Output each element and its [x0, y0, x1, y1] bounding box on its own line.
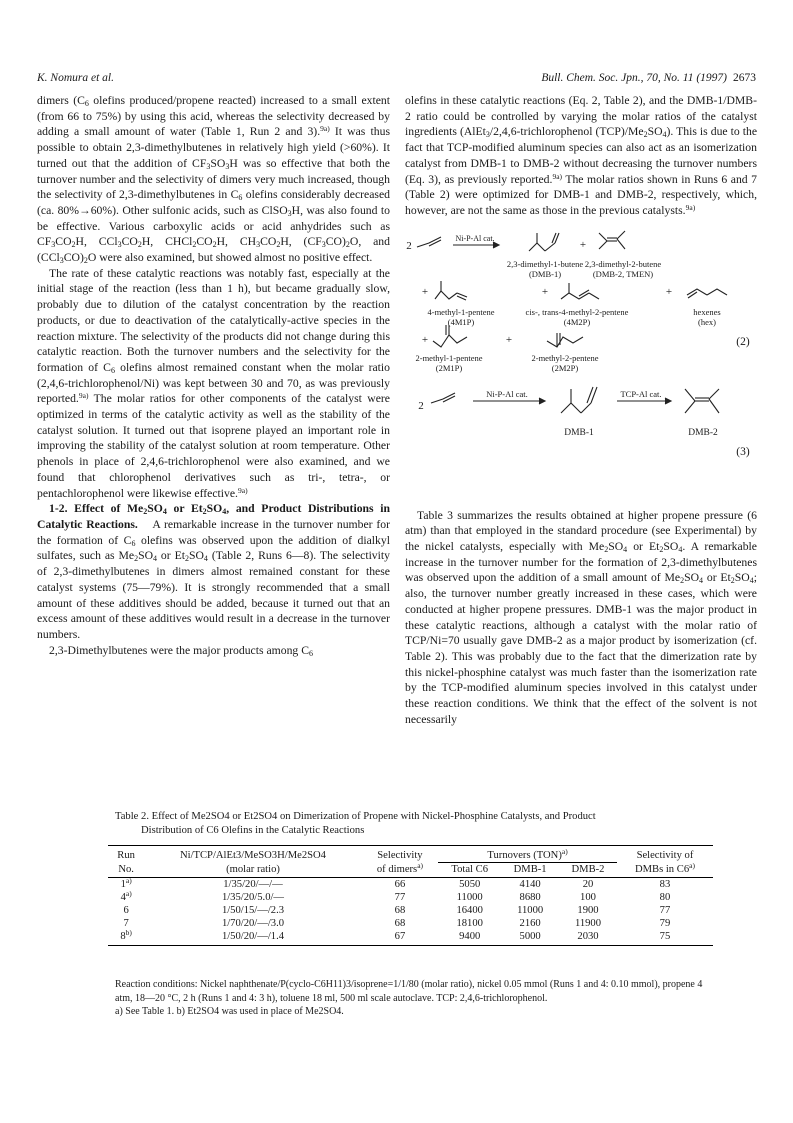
cell-seldmb: 80 — [659, 892, 671, 903]
cell-sel: 68 — [394, 918, 406, 929]
left-paragraph-3: 1-2. Effect of $Me_2SO_4$ or $Et_2SO_4$, and Product Distributions in Catalytic Reactions. A remarkable increase in the turnover number for the formation of $C_6$ olefins was observed upon the addition of dialkyl sulfates, such as $Me_2SO_4$ or $Et_2SO_4$ (Table 2, Runs 6—8). The selectivity of 2,3-dimethylbutenes in dimers almost remained constant for these catalyst systems (75—79%). It is strongly recommended that a small amount of these additives should be added, because it turned out that an excess amount of these additives would result in a decrease in the turnover numbers. — [37, 502, 390, 641]
cell-total: 11000 — [456, 892, 483, 903]
left-paragraph-1: dimers ($C_6$ olefins produced/propene reacted) increased to a small extent (from 66 to 75%) by using this acid, whereas the selectivity decreased by adding a small amount of water (Table 1, Run 2 and 3).$^{9a)}$ It was thus possible to obtain 2,3-dimethylbutenes in relatively high yield (>60%). It turned out that the addition of $CF_3SO_3H$ was so effective that both the turnover number and the selectivity of dimers very much increased, though the selectivity of 2,3-dimethylbutenes in $C_6$ olefins considerably decreased (ca. 80%→60%). Other sulfonic acids, such as ClSO$_3$H, was also found to be effective. Various carboxylic acids or acid anhydrides such as $CF_3CO_2H$, $CCl_3CO_2H$, $CHCl_2CO_2H$, $CH_3CO_2H$, $(CF_3CO)_2O$, and $(CCl_3CO)_2O$ were also examined, but showed almost no positive effect. — [37, 94, 391, 266]
cell-ratio: 1/50/15/—/2.3 — [221, 905, 285, 916]
eq3-prod1: DMB-1 — [564, 427, 594, 438]
eq2-prod1-name: 2,3-dimethyl-1-butene — [506, 258, 584, 269]
eq2-prod3-abbr: (4M1P) — [447, 316, 475, 327]
eq2-prod2-abbr: (DMB-2, TMEN) — [592, 268, 654, 279]
col-selectivity: Selectivity — [362, 846, 438, 863]
col-turnovers: Turnovers (TON)$^{a)}$ — [438, 846, 617, 863]
eq3-coefficient: 2 — [418, 399, 424, 412]
cell-seldmb: 75 — [617, 930, 713, 946]
cell-run-number: 6 — [123, 905, 129, 916]
cell-seldmb: 79 — [659, 918, 671, 929]
table-footnote-ab: a) See Table 1. b) Et2SO4 was used in place of Me2SO4. — [115, 1006, 344, 1017]
table-row — [108, 904, 713, 917]
journal-citation: Bull. Chem. Soc. Jpn., 70, No. 11 (1997) — [541, 72, 727, 84]
page-number: 2673 — [733, 72, 756, 84]
col-selectivity-dmb-unit-text: DMBs in C6 — [634, 863, 690, 875]
cell-run-note: a) — [125, 876, 132, 885]
cell-run-number: 1 — [120, 879, 126, 890]
cell-dmb1: 11000 — [517, 905, 544, 916]
cell-seldmb: 83 — [659, 879, 671, 890]
col-run-no: No. — [108, 863, 144, 878]
cell-dmb1: 5000 — [501, 930, 559, 946]
table-row — [108, 891, 713, 904]
eq3-catalyst-1: Ni-P-Al cat. — [486, 388, 528, 399]
col-dmb1: DMB-1 — [501, 863, 559, 878]
eq2-prod4-name: cis-, trans-4-methyl-2-pentene — [525, 306, 629, 317]
eq2-plus-1: + — [579, 238, 587, 251]
cell-run-number: 7 — [123, 918, 129, 929]
cell-dmb2: 100 — [580, 892, 596, 903]
cell-total: 16400 — [456, 905, 483, 916]
left-paragraph-4: 2,3-Dimethylbutenes were the major products among $C_6$ — [49, 643, 313, 658]
cell-total: 18100 — [456, 918, 483, 929]
col-ratio: Ni/TCP/AlEt3/MeSO3H/Me2SO4 — [144, 846, 361, 863]
cell-run-number: 4 — [120, 892, 126, 903]
eq2-prod4-abbr: (4M2P) — [563, 316, 591, 327]
eq2-prod2-name: 2,3-dimethyl-2-butene — [584, 258, 662, 269]
cell-seldmb: 77 — [659, 905, 671, 916]
cell-dmb2: 11900 — [574, 918, 602, 929]
cell-run-note: a) — [125, 889, 132, 898]
col-selectivity-dmb: Selectivity of — [617, 846, 713, 863]
cell-ratio: 1/35/20/5.0/— — [221, 892, 285, 903]
cell-total: 5050 — [459, 879, 481, 890]
cell-dmb2: 1900 — [577, 905, 599, 916]
eq2-prod7-abbr: (2M2P) — [551, 362, 579, 373]
cell-dmb2: 20 — [582, 879, 594, 890]
eq2-plus-4: + — [665, 285, 673, 298]
table-row — [108, 917, 713, 930]
left-paragraph-2: The rate of these catalytic reactions was notably fast, especially at the initial stage of the reaction (less than 1 h), but became gradually slow, probably due to dilution of the catalyst concentration by the reaction products, or due to deactivation of the catalytically-active species in the reaction mixture. The selectivity of the products did not change during this catalytic reaction. Both the turnover numbers and the selectivity for the formation of $C_6$ olefins almost remained constant when the molar ratio (2,4,6-trichlorophenol/Ni) was kept between 30 and 70, as was previously reported.$^{9a)}$ The molar ratios for other components of the catalyst were optimized in terms of the catalytic activity as well as the stability of the catalyst solution. It turned out that isoprene played an important role in improving the stability of the catalyst solution at room temperature. Other phenols in place of 2,4,6-trichlorophenol were also examined, and we found that chlorophenol derivatives such as tri-, tetra-, or pentachlorophenol were likewise effective.$^{9a)}$ — [37, 266, 390, 500]
cell-sel: 77 — [394, 892, 406, 903]
col-ratio-unit: (molar ratio) — [144, 863, 361, 878]
table-caption-line-2: Distribution of C6 Olefins in the Catalytic Reactions — [141, 825, 365, 836]
table-footnotes — [115, 978, 715, 1019]
cell-run-number: 8 — [120, 931, 126, 942]
eq2-plus-6: + — [505, 333, 513, 346]
col-run: Run — [108, 846, 144, 863]
eq2-prod6-name: 2-methyl-1-pentene — [415, 352, 483, 363]
cell-run-note: b) — [125, 928, 132, 937]
left-column — [37, 93, 390, 658]
eq2-plus-5: + — [421, 333, 429, 346]
col-dmb2: DMB-2 — [559, 863, 617, 878]
cell-run — [108, 891, 144, 904]
eq2-prod5-name: hexenes — [693, 306, 721, 317]
eq2-plus-2: + — [421, 285, 429, 298]
col-selectivity-unit: of dimers$^{a)}$ — [362, 863, 438, 878]
section-heading: 1-2. Effect of $Me_2SO_4$ or $Et_2SO_4$, and Product Distributions in Catalytic Reactions. — [37, 502, 390, 531]
eq2-plus-3: + — [541, 285, 549, 298]
table-row — [108, 930, 713, 946]
eq2-coefficient: 2 — [406, 239, 412, 252]
cell-dmb1: 2160 — [519, 918, 541, 929]
cell-dmb2: 2030 — [559, 930, 617, 946]
eq2-prod5-abbr: (hex) — [698, 316, 716, 327]
eq3-prod2: DMB-2 — [688, 427, 718, 438]
scheme-svg — [405, 223, 757, 506]
col-turnovers-label: Turnovers (TON) — [487, 850, 562, 861]
right-column — [405, 93, 757, 727]
cell-ratio: 1/70/20/—/3.0 — [221, 918, 285, 929]
eq2-prod3-name: 4-methyl-1-pentene — [427, 306, 495, 317]
eq3-catalyst-2: TCP-Al cat. — [620, 388, 662, 399]
table-caption-line-1: Table 2. Effect of Me2SO4 or Et2SO4 on Dimerization of Propene with Nickel-Phosphine Catalysts, and Product — [115, 811, 596, 822]
eq2-catalyst-label: Ni-P-Al cat. — [455, 233, 495, 243]
cell-dmb1: 4140 — [519, 879, 541, 890]
table-caption — [115, 810, 715, 838]
eq2-prod6-abbr: (2M1P) — [435, 362, 463, 373]
running-header-journal — [541, 72, 756, 84]
right-paragraph-1: olefins in these catalytic reactions (Eq. 2, Table 2), and the DMB-1/DMB-2 ratio could be controlled by varying the molar ratios of the catalyst ingredients (AlEt$_3$/2,4,6-trichlorophenol $(TCP)/Me_2SO_4$). This is due to the fact that TCP-modified aluminum species can also act as an isomerization catalyst from DMB-1 to DMB-2 without decreasing the turnover numbers (Eq. 3), as previously reported.$^{9a)}$ The molar ratios shown in Runs 6 and 7 (Table 2) were optimized for DMB-1 and DMB-2, respectively, which, however, are not the same as those in the previous catalysts.$^{9a)}$ — [405, 94, 758, 217]
cell-sel: 66 — [394, 879, 406, 890]
cell-run — [108, 904, 144, 917]
cell-dmb1: 8680 — [519, 892, 541, 903]
cell-ratio: 1/35/20/—/— — [223, 879, 283, 890]
table-footnote-conditions: Reaction conditions: Nickel naphthenate/P(cyclo-C6H11)3/isoprene=1/1/80 (molar ratio), nickel 0.05 mmol (Runs 1 and 4: 0.10 mmol), propene 4 atm, 18—20 °C, 2 h (Runs 1 and 4: 3 h), toluene 18 ml, 500 ml scale autoclave. TCP: 2,4,6-trichlorophenol. — [115, 979, 703, 1004]
cell-sel: 68 — [394, 905, 406, 916]
eq3-label: (3) — [736, 445, 750, 458]
eq2-prod7-name: 2-methyl-2-pentene — [531, 352, 599, 363]
cell-run — [108, 930, 144, 946]
cell-sel: 67 — [362, 930, 438, 946]
running-header-authors: K. Nomura et al. — [37, 72, 114, 84]
reaction-scheme — [405, 223, 757, 506]
col-selectivity-dmb-unit: DMBs in C6$^{a)}$ — [617, 863, 713, 878]
table-2 — [108, 845, 713, 946]
eq2-label: (2) — [736, 335, 750, 348]
col-selectivity-unit-text: of dimers — [376, 863, 418, 875]
eq2-prod1-abbr: (DMB-1) — [528, 268, 562, 279]
table-row — [108, 878, 713, 892]
cell-total: 9400 — [438, 930, 501, 946]
col-total: Total C6 — [438, 863, 501, 878]
cell-ratio: 1/50/20/—/1.4 — [144, 930, 361, 946]
right-paragraph-2: Table 3 summarizes the results obtained at higher propene pressure (6 atm) than that employed in the standard procedure (see Experimental) by the nickel catalysts, especially with $Me_2SO_4$ or $Et_2SO_4$. A remarkable increase in the turnover number for the formation of 2,3-dimethylbutenes was observed upon the addition of a small amount of $Me_2SO_4$ or $Et_2SO_4$; also, the turnover number greatly increased in these cases, which were conducted at higher propene pressures. DMB-1 was the major product in these catalytic reactions, although a catalyst with the molar ratio of TCP/Ni=70 usually gave DMB-2 as a major product by isomerization (cf. Table 2). This was probably due to the fact that the dimerization rate by this nickel-phosphine catalyst was much faster than the isomerization rate by the TCP-modified aluminum species involved in this catalyst under these reaction conditions. We think that the effect of the solvent is not necessarily — [405, 508, 757, 726]
